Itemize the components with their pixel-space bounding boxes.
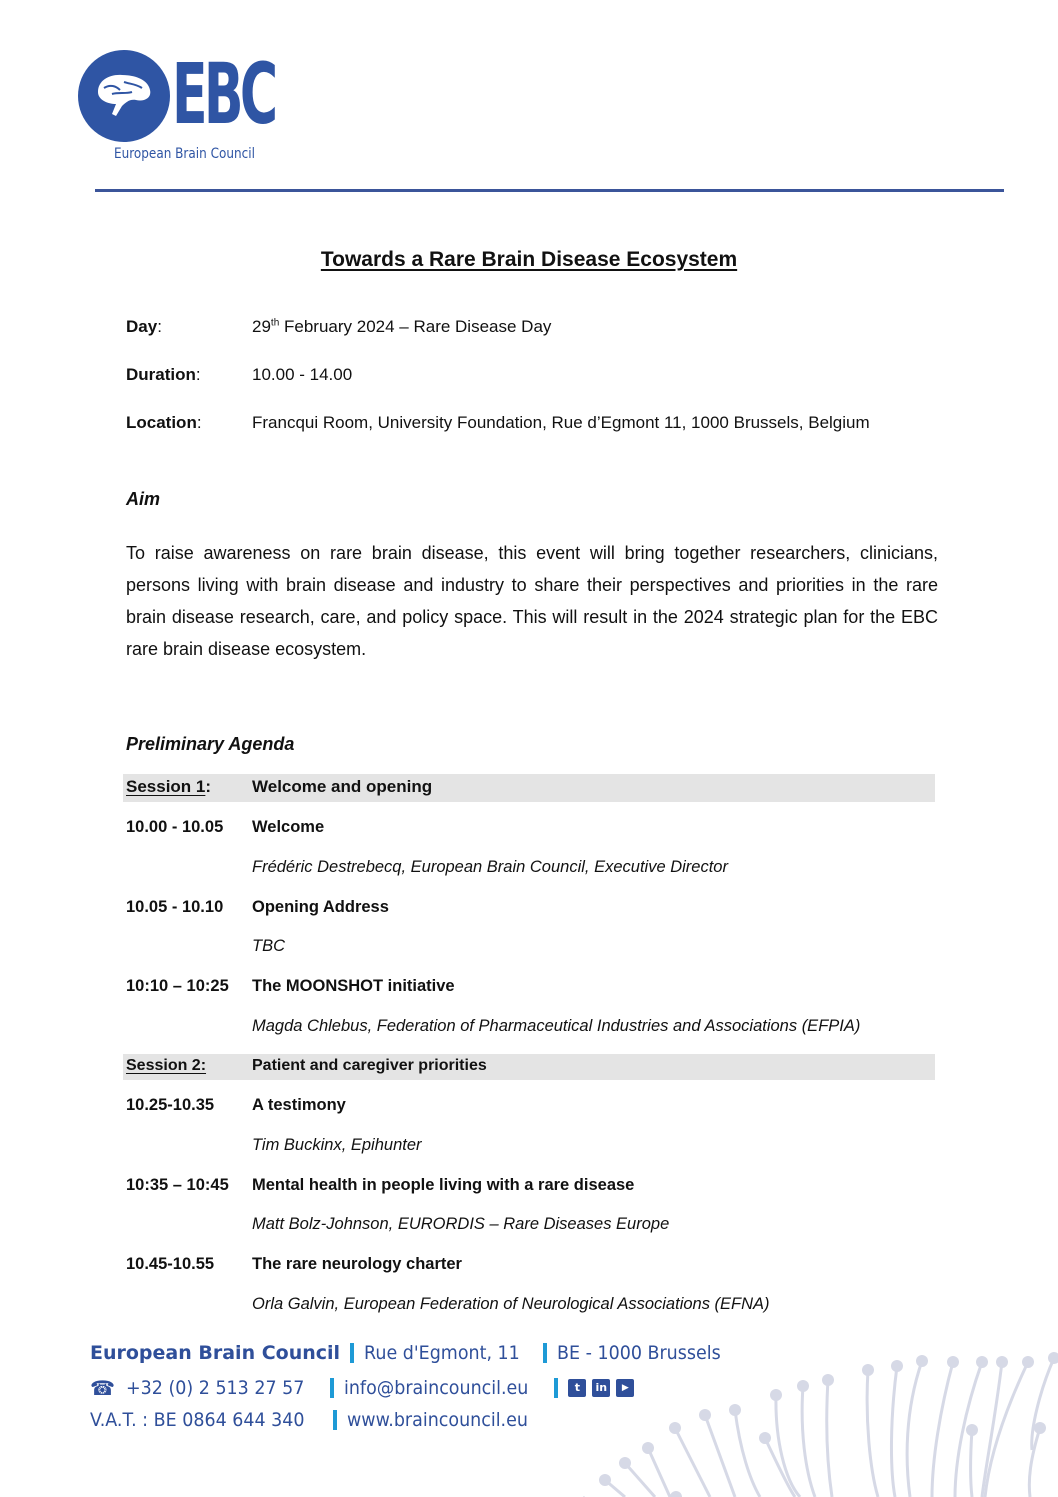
linkedin-icon[interactable]: in xyxy=(592,1379,610,1397)
agenda-time: 10.45-10.55 xyxy=(126,1255,215,1273)
agenda-topic: A testimony xyxy=(252,1096,346,1114)
agenda-topic: Opening Address xyxy=(252,898,389,916)
aim-heading: Aim xyxy=(126,489,161,509)
logo-letters: EBC xyxy=(172,45,275,143)
agenda-topic: Welcome xyxy=(252,818,325,836)
agenda-topic: The rare neurology charter xyxy=(252,1255,462,1273)
agenda-speaker: Frédéric Destrebecq, European Brain Council, Executive Director xyxy=(252,858,728,876)
twitter-icon[interactable]: t xyxy=(568,1379,586,1397)
session-label: Session 2: xyxy=(126,1057,207,1074)
agenda-time: 10.00 - 10.05 xyxy=(126,818,224,836)
footer-address: Rue d'Egmont, 11 xyxy=(364,1342,520,1364)
ebc-logo xyxy=(78,45,278,165)
agenda-speaker: Matt Bolz-Johnson, EURORDIS – Rare Diseases Europe xyxy=(252,1215,670,1233)
session-title: Welcome and opening xyxy=(252,777,433,796)
session-label: Session 1 xyxy=(126,777,206,796)
agenda-speaker: Magda Chlebus, Federation of Pharmaceutical Industries and Associations (EFPIA) xyxy=(252,1017,861,1035)
footer-separator xyxy=(350,1343,354,1363)
brain-icon xyxy=(78,50,170,142)
agenda-topic: The MOONSHOT initiative xyxy=(252,977,455,995)
detail-value: 29th February 2024 – Rare Disease Day xyxy=(252,317,552,336)
footer-org: European Brain Council xyxy=(90,1342,341,1364)
detail-value: 10.00 - 14.00 xyxy=(252,365,353,384)
agenda-speaker: Tim Buckinx, Epihunter xyxy=(252,1136,422,1154)
logo-subtitle: European Brain Council xyxy=(114,146,255,162)
agenda-time: 10.25-10.35 xyxy=(126,1096,215,1114)
header-divider xyxy=(95,189,1004,192)
footer-email[interactable]: info@braincouncil.eu xyxy=(343,1377,529,1399)
detail-label: Day xyxy=(126,317,158,336)
detail-label: Location xyxy=(126,413,197,432)
footer-phone[interactable]: +32 (0) 2 513 27 57 xyxy=(126,1377,305,1399)
agenda-time: 10:35 – 10:45 xyxy=(126,1176,229,1194)
footer-city: BE - 1000 Brussels xyxy=(557,1342,722,1364)
detail-value: Francqui Room, University Foundation, Rue d’Egmont 11, 1000 Brussels, Belgium xyxy=(252,413,870,432)
session-title: Patient and caregiver priorities xyxy=(252,1057,487,1074)
footer-separator xyxy=(333,1410,337,1430)
footer-separator xyxy=(330,1378,334,1398)
agenda-time: 10.05 - 10.10 xyxy=(126,898,224,916)
phone-icon: ☎ xyxy=(90,1376,115,1400)
footer-separator xyxy=(554,1378,558,1398)
agenda-time: 10:10 – 10:25 xyxy=(126,977,229,995)
agenda-topic: Mental health in people living with a rare disease xyxy=(252,1176,635,1194)
detail-label: Duration xyxy=(126,365,196,384)
footer-separator xyxy=(543,1343,547,1363)
agenda-speaker: TBC xyxy=(252,937,285,955)
footer-website[interactable]: www.braincouncil.eu xyxy=(347,1409,529,1431)
youtube-icon[interactable]: ▶ xyxy=(616,1379,634,1397)
footer-vat: V.A.T. : BE 0864 644 340 xyxy=(90,1409,305,1431)
agenda-heading: Preliminary Agenda xyxy=(126,734,295,754)
aim-paragraph: To raise awareness on rare brain disease, this event will bring together researchers, clinicians, persons living with brain disease and industry to share their perspectives and priorities in the rare brain disease research, care, and policy space. This will result in the 2024 strategic plan for the EBC rare brain disease ecosystem. xyxy=(126,543,938,659)
session-header: Session 1: Welcome and opening xyxy=(123,774,935,802)
agenda-speaker: Orla Galvin, European Federation of Neurological Associations (EFNA) xyxy=(252,1295,770,1313)
page-title: Towards a Rare Brain Disease Ecosystem xyxy=(320,248,738,271)
session-header xyxy=(123,1054,935,1080)
